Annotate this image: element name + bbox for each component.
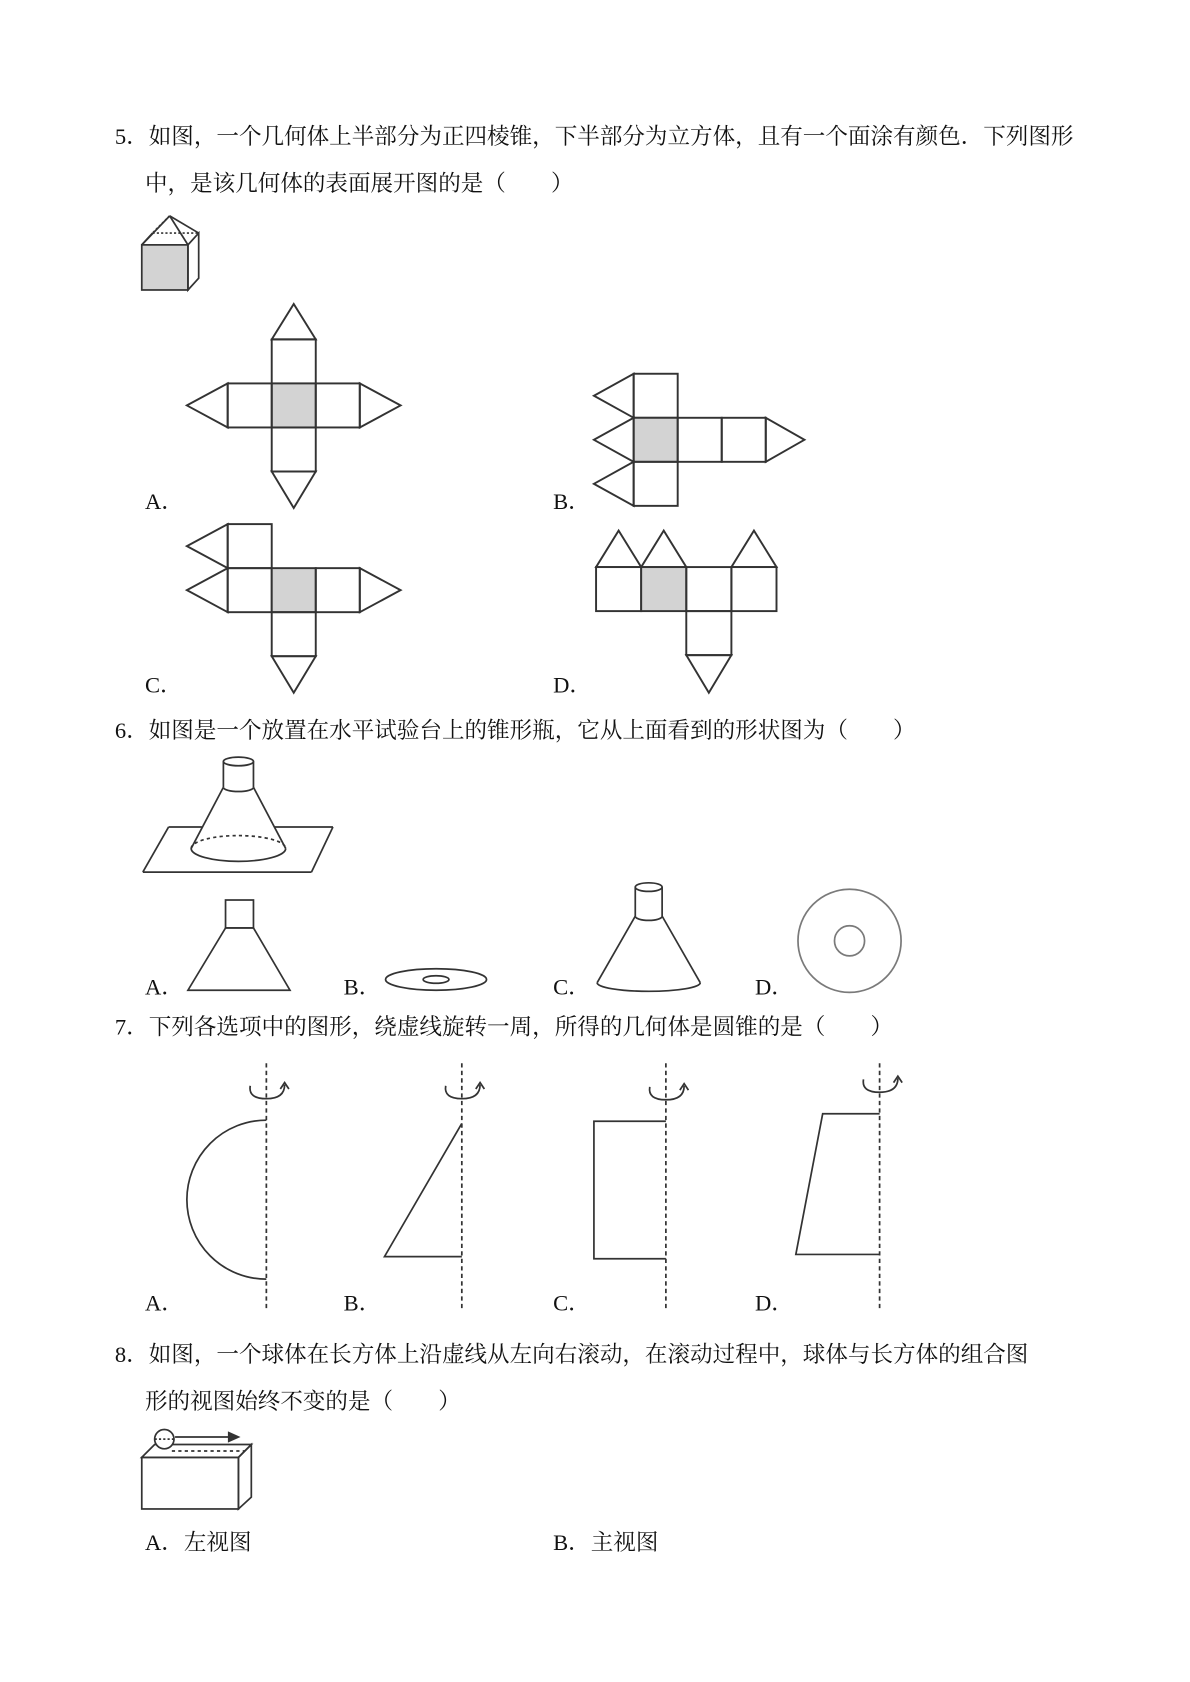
q5-stem-line-1 bbox=[115, 122, 1074, 150]
q5-option-d-net bbox=[596, 531, 776, 693]
q5-option-a-net bbox=[187, 304, 401, 508]
q8-stem-line-1 bbox=[115, 1340, 1028, 1368]
rotation-arrow-icon bbox=[445, 1085, 480, 1099]
shaded-face bbox=[142, 245, 188, 290]
question-number: 8． bbox=[114, 1341, 149, 1368]
question-number: 7． bbox=[114, 1013, 149, 1040]
q7-stem-line bbox=[115, 1013, 893, 1041]
q5-stem-text: 如图，一个几何体上半部分为正四棱锥，下半部分为立方体，且有一个面涂有颜色．下列图形 bbox=[148, 123, 1074, 150]
q8-option-a bbox=[145, 1528, 252, 1556]
q6-option-b-label: B． bbox=[343, 974, 382, 1000]
option-text: 左视图 bbox=[183, 1529, 252, 1556]
q6-option-b-figure bbox=[386, 969, 487, 990]
rotation-arrow-icon bbox=[250, 1085, 285, 1099]
q5-pyramid-on-cube-figure bbox=[142, 216, 199, 290]
option-label: A． bbox=[144, 1529, 184, 1556]
shaded-face bbox=[641, 567, 686, 611]
shaded-face bbox=[634, 418, 678, 462]
q7-option-b-label: B． bbox=[343, 1289, 382, 1316]
q7-option-a-label: A． bbox=[144, 1289, 184, 1316]
q8-sphere-on-cuboid-figure bbox=[142, 1429, 252, 1508]
q5-option-c-net bbox=[187, 524, 401, 693]
rotation-arrow-icon bbox=[650, 1086, 685, 1100]
q5-option-a-label: A． bbox=[144, 488, 184, 515]
shaded-face bbox=[272, 383, 316, 427]
q8-stem-line-2: 形的视图始终不变的是（ ） bbox=[144, 1388, 461, 1415]
q6-option-a-figure bbox=[188, 900, 290, 990]
q7-option-b-figure bbox=[384, 1063, 484, 1308]
q8-option-b bbox=[553, 1528, 658, 1556]
q6-option-d-label: D． bbox=[755, 974, 794, 1000]
q8-stem-text: 如图，一个球体在长方体上沿虚线从左向右滚动，在滚动过程中，球体与长方体的组合图 bbox=[148, 1341, 1029, 1368]
option-label: B． bbox=[553, 1529, 591, 1556]
q6-option-d-figure bbox=[798, 889, 901, 992]
q7-option-d-label: D． bbox=[755, 1289, 794, 1316]
q5-option-c-label: C． bbox=[144, 672, 183, 699]
q7-option-d-figure bbox=[796, 1063, 902, 1308]
q6-flask-on-table-figure bbox=[143, 757, 333, 872]
q6-option-a-label: A． bbox=[144, 974, 184, 1000]
q6-stem-text: 如图是一个放置在水平试验台上的锥形瓶，它从上面看到的形状图为（ ） bbox=[148, 717, 916, 744]
q7-option-a-figure bbox=[187, 1063, 289, 1308]
q7-option-c-label: C． bbox=[553, 1289, 591, 1316]
q6-stem-line bbox=[115, 716, 916, 744]
option-text: 主视图 bbox=[590, 1529, 659, 1556]
q6-option-c-label: C． bbox=[553, 974, 591, 1000]
q5-option-d-label: D． bbox=[553, 672, 592, 699]
q5-option-b-net bbox=[594, 374, 805, 506]
q5-stem-line-2: 中，是该几何体的表面展开图的是（ ） bbox=[144, 170, 574, 197]
q7-option-c-figure bbox=[594, 1063, 689, 1308]
question-number: 6． bbox=[114, 717, 149, 744]
q7-stem-text: 下列各选项中的图形，绕虚线旋转一周，所得的几何体是圆锥的是（ ） bbox=[148, 1013, 894, 1040]
q5-option-b-label: B． bbox=[553, 488, 591, 515]
q6-option-c-figure bbox=[597, 883, 700, 991]
rotation-arrow-icon bbox=[863, 1078, 898, 1092]
shaded-face bbox=[272, 568, 316, 612]
question-number: 5． bbox=[114, 123, 149, 150]
